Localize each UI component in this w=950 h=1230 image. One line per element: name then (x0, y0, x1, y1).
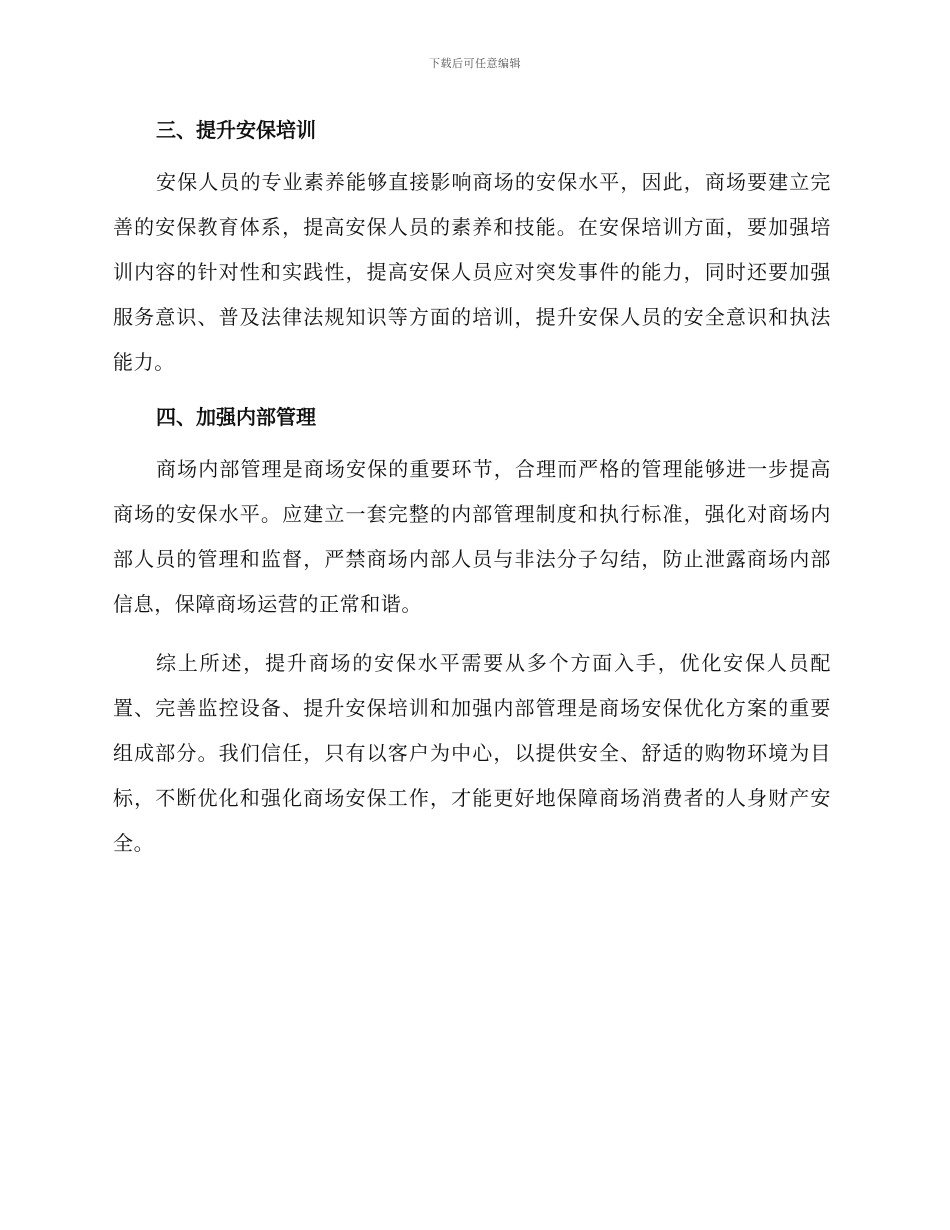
page-header-note: 下载后可任意编辑 (429, 57, 521, 70)
section-paragraph-management: 商场内部管理是商场安保的重要环节，合理而严格的管理能够进一步提高商场的安保水平。应建立一套完整的内部管理制度和执行标准，强化对商场内部人员的管理和监督，严禁商场内部人员与非法分子勾结，防止泄露商场内部信息，保障商场运营的正常和谐。 (113, 457, 831, 616)
conclusion-paragraph: 综上所述，提升商场的安保水平需要从多个方面入手，优化安保人员配置、完善监控设备、提升安保培训和加强内部管理是商场安保优化方案的重要组成部分。我们信任，只有以客户为中心，以提供安全、舒适的购物环境为目标，不断优化和强化商场安保工作，才能更好地保障商场消费者的人身财产安全。 (113, 651, 831, 855)
section-heading-training: 三、提升安保培训 (156, 118, 316, 142)
document-body (113, 112, 831, 866)
section-heading-management: 四、加强内部管理 (156, 405, 316, 429)
section-paragraph-training: 安保人员的专业素养能够直接影响商场的安保水平，因此，商场要建立完善的安保教育体系，提高安保人员的素养和技能。在安保培训方面，要加强培训内容的针对性和实践性，提高安保人员应对突发事件的能力，同时还要加强服务意识、普及法律法规知识等方面的培训，提升安保人员的安全意识和执法能力。 (113, 170, 831, 374)
